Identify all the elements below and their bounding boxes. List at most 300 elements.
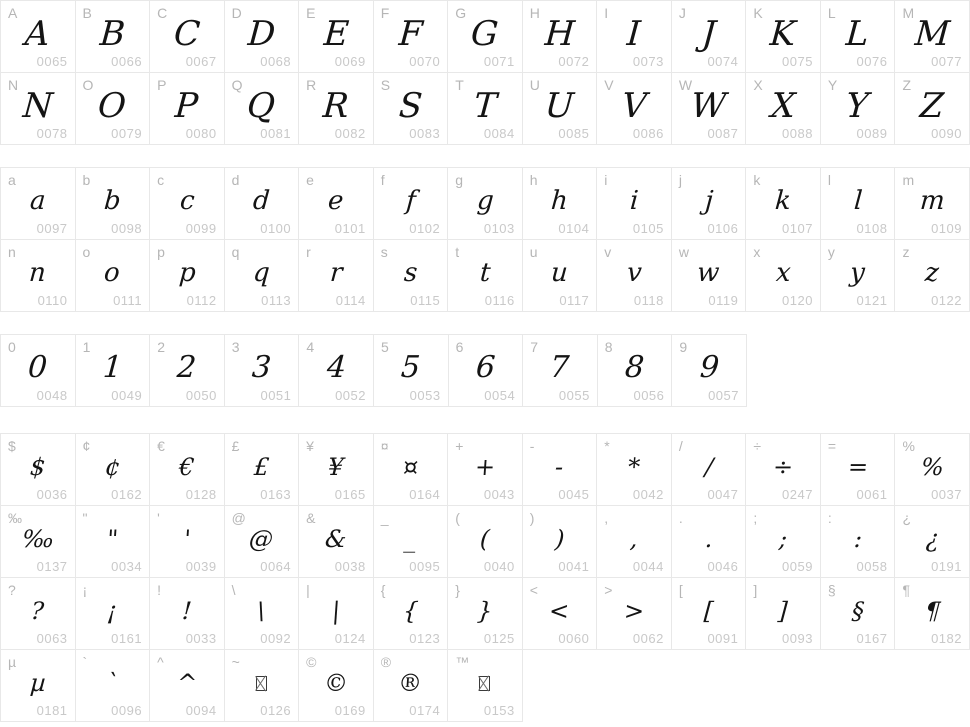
glyph-cell bbox=[374, 240, 449, 312]
glyph-preview: § bbox=[850, 596, 865, 625]
cell-character-label: ¤ bbox=[380, 438, 389, 454]
cell-unicode-code: 0167 bbox=[856, 631, 888, 646]
glyph-preview: ? bbox=[30, 596, 46, 625]
cell-character-label: ÷ bbox=[753, 438, 762, 454]
cell-unicode-code: 0085 bbox=[558, 126, 590, 141]
cell-character-label: ( bbox=[455, 510, 460, 526]
glyph-cell bbox=[672, 168, 747, 240]
glyph-preview: g bbox=[475, 185, 495, 216]
glyph-preview: L bbox=[844, 13, 871, 54]
glyph-preview: ^ bbox=[175, 668, 198, 697]
cell-character-label: ‰ bbox=[8, 510, 22, 526]
cell-character-label: C bbox=[157, 5, 168, 21]
glyph-preview: - bbox=[554, 452, 565, 481]
cell-character-label: y bbox=[827, 244, 835, 260]
glyph-cell bbox=[523, 1, 598, 73]
glyph-cell bbox=[150, 1, 225, 73]
glyph-preview: K bbox=[769, 13, 798, 54]
cell-character-label: F bbox=[380, 5, 390, 21]
glyph-cell bbox=[299, 506, 374, 578]
glyph-cell bbox=[523, 578, 598, 650]
glyph-cell bbox=[76, 434, 151, 506]
cell-unicode-code: 0124 bbox=[334, 631, 366, 646]
glyph-preview: j bbox=[703, 185, 714, 216]
cell-unicode-code: 0042 bbox=[632, 487, 664, 502]
cell-character-label: j bbox=[678, 172, 682, 188]
cell-character-label: ` bbox=[82, 654, 88, 670]
cell-character-label: ] bbox=[753, 582, 758, 598]
glyph-preview: n bbox=[28, 257, 48, 288]
cell-unicode-code: 0181 bbox=[36, 703, 68, 718]
cell-unicode-code: 0059 bbox=[782, 559, 813, 574]
glyph-preview: " bbox=[105, 524, 119, 553]
cell-character-label: u bbox=[529, 244, 538, 260]
glyph-cell bbox=[597, 73, 672, 145]
cell-unicode-code: 0071 bbox=[483, 54, 515, 69]
cell-character-label: ¿ bbox=[902, 510, 912, 526]
glyph-cell bbox=[597, 578, 672, 650]
cell-unicode-code: 0084 bbox=[483, 126, 515, 141]
cell-character-label: € bbox=[157, 438, 165, 454]
glyph-preview: C bbox=[172, 13, 202, 54]
glyph-preview: £ bbox=[252, 452, 270, 481]
cell-character-label: \ bbox=[231, 582, 236, 598]
cell-unicode-code: 0104 bbox=[558, 221, 590, 236]
glyph-preview: . bbox=[703, 524, 714, 553]
cell-character-label: t bbox=[455, 244, 460, 260]
glyph-preview: < bbox=[548, 596, 571, 625]
glyph-cell bbox=[597, 1, 672, 73]
cell-unicode-code: 0093 bbox=[782, 631, 813, 646]
cell-character-label: X bbox=[753, 77, 763, 93]
cell-character-label: " bbox=[82, 510, 88, 526]
glyph-cell bbox=[225, 240, 300, 312]
cell-character-label: _ bbox=[380, 510, 389, 526]
glyph-cell bbox=[1, 1, 76, 73]
glyph-cell bbox=[299, 73, 374, 145]
cell-unicode-code: 0040 bbox=[483, 559, 515, 574]
glyph-cell bbox=[225, 578, 300, 650]
glyph-cell bbox=[448, 650, 523, 722]
cell-character-label: w bbox=[678, 244, 689, 260]
glyph-preview: Z bbox=[919, 85, 946, 126]
cell-character-label: K bbox=[753, 5, 763, 21]
cell-unicode-code: 0137 bbox=[36, 559, 68, 574]
cell-character-label: 5 bbox=[380, 339, 389, 355]
cell-unicode-code: 0115 bbox=[410, 293, 441, 308]
cell-character-label: 7 bbox=[530, 339, 538, 355]
cell-unicode-code: 0066 bbox=[111, 54, 143, 69]
glyph-cell bbox=[76, 335, 151, 407]
glyph-preview: b bbox=[102, 185, 122, 216]
cell-character-label: 8 bbox=[604, 339, 613, 355]
glyph-preview: ¿ bbox=[924, 524, 940, 553]
glyph-cell bbox=[672, 335, 747, 407]
glyph-cell bbox=[299, 650, 374, 722]
glyph-cell bbox=[746, 1, 821, 73]
cell-character-label: D bbox=[231, 5, 242, 21]
lowercase-grid bbox=[0, 167, 970, 312]
glyph-preview: E bbox=[322, 13, 350, 54]
cell-character-label: < bbox=[529, 582, 538, 598]
cell-character-label: a bbox=[8, 172, 16, 188]
cell-unicode-code: 0033 bbox=[185, 631, 217, 646]
glyph-preview: N bbox=[21, 85, 55, 126]
glyph-cell bbox=[672, 506, 747, 578]
glyph-preview: e bbox=[327, 185, 345, 216]
cell-unicode-code: 0113 bbox=[261, 293, 292, 308]
glyph-cell bbox=[1, 168, 76, 240]
glyph-preview: ) bbox=[553, 524, 566, 553]
digits-grid bbox=[0, 334, 747, 407]
glyph-preview: _ bbox=[403, 524, 418, 553]
cell-character-label: O bbox=[82, 77, 94, 93]
cell-unicode-code: 0165 bbox=[334, 487, 366, 502]
cell-unicode-code: 0092 bbox=[260, 631, 292, 646]
glyph-preview: , bbox=[629, 524, 639, 553]
symbols-grid bbox=[0, 433, 970, 722]
cell-character-label: S bbox=[380, 77, 391, 93]
cell-character-label: i bbox=[604, 172, 608, 188]
cell-character-label: z bbox=[902, 244, 910, 260]
glyph-cell bbox=[374, 506, 449, 578]
cell-character-label: 3 bbox=[231, 339, 240, 355]
cell-unicode-code: 0069 bbox=[334, 54, 366, 69]
cell-unicode-code: 0126 bbox=[260, 703, 292, 718]
glyph-preview: P bbox=[173, 85, 200, 126]
cell-unicode-code: 0191 bbox=[931, 559, 962, 574]
cell-unicode-code: 0036 bbox=[36, 487, 68, 502]
cell-unicode-code: 0046 bbox=[707, 559, 739, 574]
cell-unicode-code: 0182 bbox=[931, 631, 962, 646]
glyph-preview bbox=[479, 676, 490, 691]
glyph-cell bbox=[76, 506, 151, 578]
glyph-preview: V bbox=[620, 85, 648, 126]
glyph-cell bbox=[225, 168, 300, 240]
cell-unicode-code: 0038 bbox=[334, 559, 366, 574]
glyph-cell bbox=[821, 168, 896, 240]
glyph-cell bbox=[150, 240, 225, 312]
glyph-cell bbox=[1, 240, 76, 312]
glyph-preview: y bbox=[849, 257, 867, 288]
cell-unicode-code: 0072 bbox=[558, 54, 590, 69]
glyph-cell bbox=[299, 434, 374, 506]
cell-unicode-code: 0060 bbox=[558, 631, 590, 646]
cell-character-label: | bbox=[306, 582, 310, 598]
glyph-preview: % bbox=[919, 452, 945, 481]
cell-character-label: x bbox=[753, 244, 761, 260]
cell-character-label: G bbox=[455, 5, 467, 21]
cell-character-label: W bbox=[678, 77, 693, 93]
cell-unicode-code: 0078 bbox=[36, 126, 68, 141]
glyph-cell bbox=[821, 578, 896, 650]
cell-character-label: T bbox=[455, 77, 464, 93]
cell-unicode-code: 0052 bbox=[335, 388, 366, 403]
glyph-preview: d bbox=[251, 185, 271, 216]
glyph-cell bbox=[598, 335, 673, 407]
glyph-preview: ` bbox=[105, 668, 120, 697]
cell-character-label: Y bbox=[827, 77, 838, 93]
glyph-preview: $ bbox=[29, 452, 47, 481]
glyph-cell bbox=[895, 240, 970, 312]
glyph-cell bbox=[374, 1, 449, 73]
cell-unicode-code: 0088 bbox=[782, 126, 813, 141]
cell-character-label: £ bbox=[231, 438, 240, 454]
cell-character-label: f bbox=[380, 172, 385, 188]
glyph-preview: W bbox=[689, 85, 728, 126]
cell-unicode-code: 0102 bbox=[409, 221, 441, 236]
glyph-cell bbox=[448, 73, 523, 145]
cell-unicode-code: 0048 bbox=[36, 388, 68, 403]
glyph-cell bbox=[597, 240, 672, 312]
glyph-preview: k bbox=[774, 185, 793, 216]
glyph-cell bbox=[672, 434, 747, 506]
glyph-cell bbox=[746, 434, 821, 506]
glyph-cell bbox=[895, 434, 970, 506]
glyph-preview: : bbox=[852, 524, 863, 553]
cell-character-label: P bbox=[157, 77, 167, 93]
cell-unicode-code: 0077 bbox=[931, 54, 962, 69]
cell-unicode-code: 0169 bbox=[334, 703, 366, 718]
cell-unicode-code: 0106 bbox=[707, 221, 739, 236]
cell-unicode-code: 0153 bbox=[483, 703, 515, 718]
cell-unicode-code: 0061 bbox=[856, 487, 888, 502]
cell-unicode-code: 0096 bbox=[111, 703, 143, 718]
glyph-cell bbox=[299, 578, 374, 650]
glyph-preview: p bbox=[177, 257, 197, 288]
glyph-cell bbox=[597, 168, 672, 240]
cell-unicode-code: 0056 bbox=[633, 388, 665, 403]
cell-unicode-code: 0111 bbox=[113, 293, 143, 308]
glyph-cell bbox=[299, 335, 374, 407]
glyph-cell bbox=[150, 506, 225, 578]
cell-character-label: ; bbox=[753, 510, 758, 526]
cell-unicode-code: 0062 bbox=[632, 631, 664, 646]
cell-character-label: 6 bbox=[455, 339, 464, 355]
cell-character-label: ' bbox=[157, 510, 160, 526]
glyph-preview: U bbox=[543, 85, 576, 126]
glyph-preview: A bbox=[24, 13, 52, 54]
glyph-cell bbox=[76, 240, 151, 312]
cell-character-label: + bbox=[455, 438, 464, 454]
glyph-preview: t bbox=[478, 257, 492, 288]
glyph-preview: 6 bbox=[474, 349, 497, 385]
glyph-preview: \ bbox=[256, 596, 267, 625]
glyph-cell bbox=[597, 506, 672, 578]
cell-unicode-code: 0068 bbox=[260, 54, 292, 69]
cell-unicode-code: 0037 bbox=[931, 487, 962, 502]
cell-character-label: N bbox=[8, 77, 19, 93]
glyph-preview: D bbox=[246, 13, 277, 54]
glyph-cell bbox=[150, 434, 225, 506]
cell-unicode-code: 0103 bbox=[483, 221, 515, 236]
cell-character-label: } bbox=[455, 582, 460, 598]
glyph-preview: h bbox=[550, 185, 569, 216]
cell-character-label: ® bbox=[380, 654, 392, 670]
cell-unicode-code: 0105 bbox=[632, 221, 664, 236]
glyph-preview: 3 bbox=[250, 349, 273, 385]
glyph-preview bbox=[256, 676, 267, 691]
glyph-preview: o bbox=[103, 257, 122, 288]
cell-unicode-code: 0045 bbox=[558, 487, 590, 502]
glyph-cell bbox=[76, 578, 151, 650]
cell-unicode-code: 0108 bbox=[856, 221, 888, 236]
glyph-cell bbox=[821, 1, 896, 73]
cell-character-label: 4 bbox=[306, 339, 315, 355]
glyph-preview: i bbox=[628, 185, 640, 216]
cell-character-label: ¡ bbox=[82, 582, 88, 598]
cell-character-label: ™ bbox=[455, 654, 470, 670]
glyph-cell bbox=[150, 73, 225, 145]
cell-unicode-code: 0041 bbox=[558, 559, 590, 574]
glyph-cell bbox=[523, 168, 598, 240]
glyph-preview: @ bbox=[248, 524, 275, 553]
cell-unicode-code: 0043 bbox=[483, 487, 515, 502]
cell-unicode-code: 0049 bbox=[111, 388, 143, 403]
glyph-cell bbox=[150, 335, 225, 407]
cell-character-label: I bbox=[604, 5, 609, 21]
glyph-preview: ; bbox=[778, 524, 789, 553]
glyph-preview: / bbox=[703, 452, 714, 481]
glyph-preview: | bbox=[330, 596, 341, 625]
cell-character-label: $ bbox=[8, 438, 16, 454]
cell-character-label: ? bbox=[8, 582, 16, 598]
glyph-preview: J bbox=[700, 13, 717, 54]
glyph-cell bbox=[448, 1, 523, 73]
glyph-cell bbox=[523, 240, 598, 312]
cell-unicode-code: 0122 bbox=[931, 293, 962, 308]
glyph-preview: f bbox=[404, 185, 417, 216]
glyph-cell bbox=[449, 335, 524, 407]
cell-unicode-code: 0120 bbox=[782, 293, 813, 308]
cell-unicode-code: 0162 bbox=[111, 487, 143, 502]
cell-unicode-code: 0074 bbox=[707, 54, 739, 69]
cell-unicode-code: 0039 bbox=[185, 559, 217, 574]
glyph-preview: } bbox=[476, 596, 494, 625]
glyph-preview: { bbox=[401, 596, 420, 625]
cell-unicode-code: 0086 bbox=[632, 126, 664, 141]
cell-character-label: s bbox=[380, 244, 388, 260]
glyph-cell bbox=[225, 434, 300, 506]
cell-unicode-code: 0080 bbox=[185, 126, 217, 141]
glyph-preview: 8 bbox=[623, 349, 646, 385]
glyph-cell bbox=[1, 650, 76, 722]
cell-unicode-code: 0174 bbox=[409, 703, 441, 718]
glyph-cell bbox=[895, 1, 970, 73]
glyph-preview: s bbox=[402, 257, 419, 288]
cell-unicode-code: 0117 bbox=[559, 293, 590, 308]
cell-character-label: b bbox=[82, 172, 91, 188]
glyph-preview: ¢ bbox=[103, 452, 121, 481]
cell-unicode-code: 0067 bbox=[185, 54, 217, 69]
glyph-preview: ¥ bbox=[327, 452, 345, 481]
glyph-cell bbox=[672, 1, 747, 73]
glyph-preview: 9 bbox=[698, 349, 720, 385]
cell-unicode-code: 0070 bbox=[409, 54, 441, 69]
cell-unicode-code: 0075 bbox=[782, 54, 813, 69]
glyph-preview: M bbox=[913, 13, 952, 54]
cell-unicode-code: 0112 bbox=[186, 293, 217, 308]
glyph-preview: ¡ bbox=[106, 596, 119, 625]
cell-character-label: v bbox=[604, 244, 612, 260]
cell-character-label: Z bbox=[902, 77, 912, 93]
glyph-cell bbox=[448, 506, 523, 578]
glyph-cell bbox=[299, 1, 374, 73]
glyph-preview: 1 bbox=[101, 349, 124, 385]
glyph-preview: 5 bbox=[400, 349, 422, 385]
cell-character-label: © bbox=[306, 654, 317, 670]
glyph-cell bbox=[895, 578, 970, 650]
glyph-preview: ® bbox=[397, 668, 424, 697]
glyph-preview: 7 bbox=[549, 349, 571, 385]
glyph-cell bbox=[821, 73, 896, 145]
glyph-cell bbox=[821, 434, 896, 506]
glyph-preview: G bbox=[470, 13, 500, 54]
cell-character-label: H bbox=[529, 5, 540, 21]
glyph-cell bbox=[523, 506, 598, 578]
cell-character-label: Q bbox=[231, 77, 243, 93]
cell-unicode-code: 0064 bbox=[260, 559, 292, 574]
glyph-preview: 2 bbox=[176, 349, 198, 385]
glyph-preview: q bbox=[251, 257, 271, 288]
cell-unicode-code: 0125 bbox=[483, 631, 515, 646]
cell-character-label: ~ bbox=[231, 654, 240, 670]
cell-character-label: ! bbox=[157, 582, 161, 598]
cell-unicode-code: 0051 bbox=[260, 388, 292, 403]
cell-character-label: ¶ bbox=[902, 582, 910, 598]
cell-character-label: ¢ bbox=[82, 438, 91, 454]
glyph-preview: F bbox=[397, 13, 424, 54]
glyph-preview: ' bbox=[182, 524, 192, 553]
glyph-preview: © bbox=[322, 668, 349, 697]
cell-unicode-code: 0081 bbox=[260, 126, 292, 141]
glyph-preview: ¤ bbox=[401, 452, 420, 481]
cell-character-label: ¥ bbox=[306, 438, 314, 454]
cell-unicode-code: 0128 bbox=[185, 487, 217, 502]
glyph-preview: 4 bbox=[325, 349, 347, 385]
cell-character-label: § bbox=[827, 582, 836, 598]
glyph-preview: a bbox=[28, 185, 47, 216]
cell-character-label: J bbox=[678, 5, 686, 21]
glyph-cell bbox=[76, 73, 151, 145]
glyph-preview: u bbox=[550, 257, 569, 288]
cell-unicode-code: 0091 bbox=[707, 631, 739, 646]
cell-character-label: { bbox=[380, 582, 386, 598]
glyph-cell bbox=[1, 73, 76, 145]
cell-character-label: p bbox=[157, 244, 165, 260]
glyph-cell bbox=[895, 168, 970, 240]
cell-character-label: * bbox=[604, 438, 610, 454]
cell-character-label: . bbox=[678, 510, 683, 526]
cell-character-label: / bbox=[678, 438, 683, 454]
glyph-preview: [ bbox=[702, 596, 715, 625]
cell-unicode-code: 0118 bbox=[633, 293, 664, 308]
cell-character-label: e bbox=[306, 172, 314, 188]
glyph-preview: x bbox=[774, 257, 792, 288]
glyph-preview: B bbox=[98, 13, 127, 54]
cell-character-label: > bbox=[604, 582, 613, 598]
cell-character-label: - bbox=[529, 438, 535, 454]
glyph-preview: + bbox=[473, 452, 497, 481]
glyph-cell bbox=[1, 506, 76, 578]
cell-unicode-code: 0109 bbox=[931, 221, 962, 236]
glyph-cell bbox=[374, 434, 449, 506]
glyph-preview: ] bbox=[777, 596, 789, 625]
cell-unicode-code: 0089 bbox=[856, 126, 888, 141]
glyph-cell bbox=[1, 335, 76, 407]
glyph-cell bbox=[523, 434, 598, 506]
cell-character-label: m bbox=[902, 172, 915, 188]
